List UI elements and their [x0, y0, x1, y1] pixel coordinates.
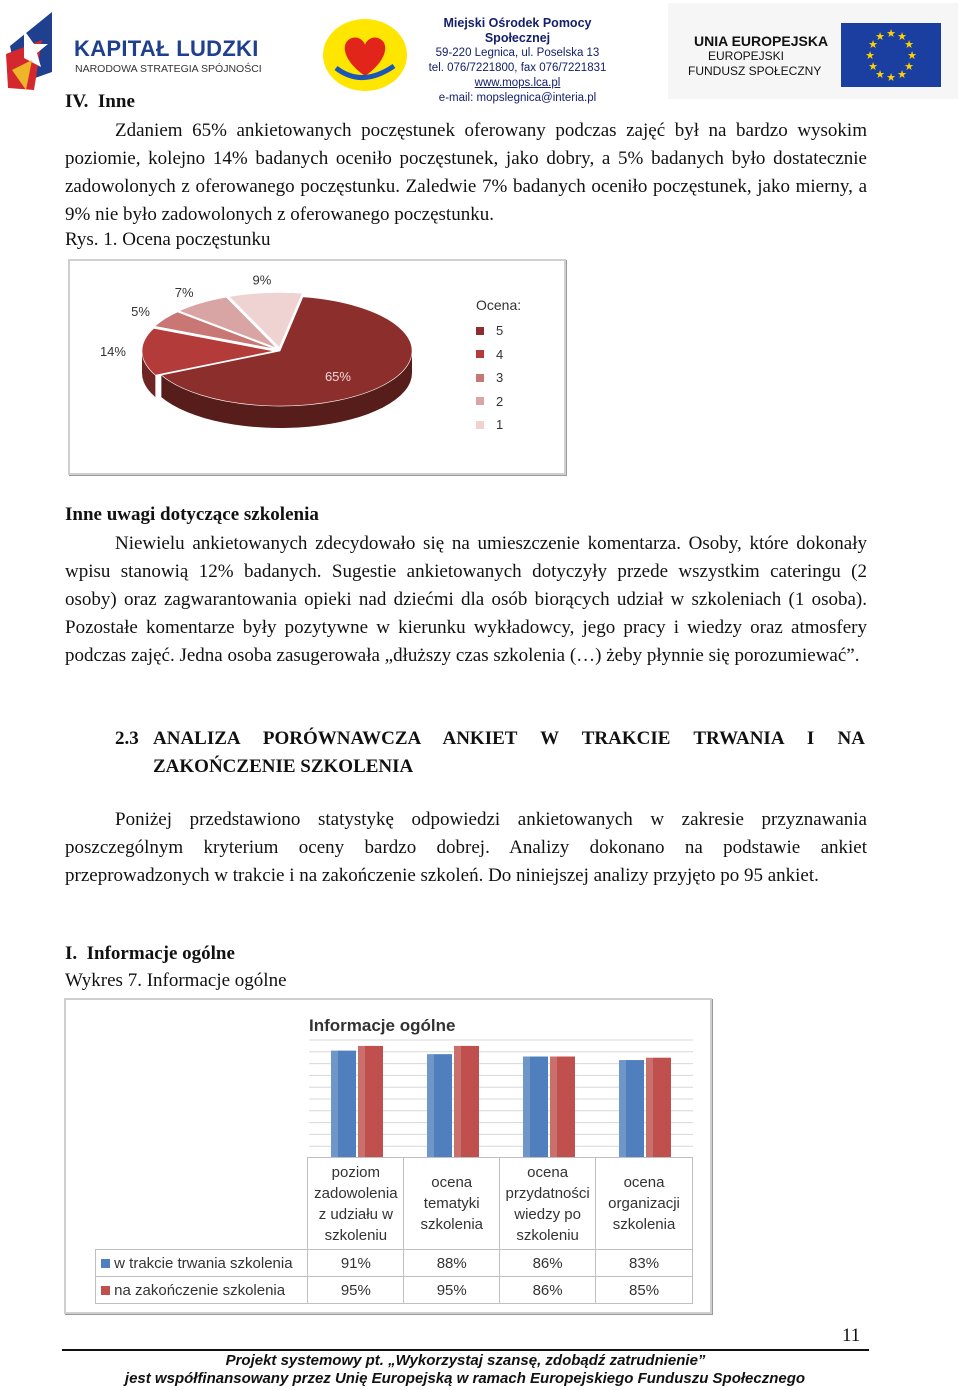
- table-cell: 95%: [308, 1277, 404, 1304]
- pie-legend-label: 4: [496, 346, 504, 362]
- category-label-line: szkoleniu: [516, 1226, 579, 1244]
- svg-text:★: ★: [865, 49, 875, 62]
- category-label-line: wiedzy po: [514, 1205, 581, 1223]
- kl-subtitle: NARODOWA STRATEGIA SPÓJNOŚCI: [75, 63, 262, 75]
- table-cell: 86%: [500, 1277, 596, 1304]
- table-cell: 85%: [596, 1277, 693, 1304]
- eu-line1: UNIA EUROPEJSKA: [694, 33, 829, 49]
- section-23-title-line2: ZAKOŃCZENIE SZKOLENIA: [153, 756, 414, 777]
- svg-text:★: ★: [886, 71, 896, 84]
- category-label-line: ocena: [431, 1174, 473, 1191]
- eu-line2: EUROPEJSKI: [708, 49, 785, 63]
- svg-text:★: ★: [868, 38, 878, 51]
- series-1-swatch: [101, 1259, 110, 1268]
- table-cell: 88%: [404, 1250, 500, 1277]
- pie-legend-label: 1: [496, 417, 504, 433]
- bar-highlight: [358, 1046, 365, 1158]
- pie-legend-swatch: [476, 421, 484, 429]
- pie-legend-item: [476, 413, 536, 437]
- pie-legend: [476, 319, 536, 439]
- kl-title: KAPITAŁ LUDZKI: [74, 36, 259, 61]
- bar-chart-title: Informacje ogólne: [309, 1016, 456, 1035]
- figure-1-caption: Rys. 1. Ocena poczęstunku: [65, 229, 271, 250]
- bar-highlight: [331, 1051, 338, 1158]
- category-label: [404, 1158, 500, 1250]
- eu-flag-icon: [841, 23, 941, 87]
- series-2-legend: [96, 1277, 308, 1304]
- category-label: [500, 1158, 596, 1250]
- kapital-ludzki-logo: [4, 10, 274, 94]
- table-header-row: [96, 1158, 693, 1250]
- mops-name: Miejski Ośrodek Pomocy Społecznej: [443, 16, 592, 45]
- category-label-line: szkolenia: [420, 1216, 483, 1233]
- mops-heart-logo: [322, 18, 408, 92]
- svg-text:★: ★: [868, 60, 878, 73]
- section-23-number: 2.3: [115, 728, 139, 749]
- pie-legend-label: 5: [496, 323, 504, 339]
- series-2-swatch: [101, 1286, 110, 1295]
- footer-rule: [62, 1349, 869, 1351]
- pie-legend-item: [476, 390, 536, 414]
- section-iv-paragraph: [65, 117, 867, 229]
- section-i-heading: I. Informacje ogólne: [65, 943, 235, 964]
- kapital-ludzki-emblem-icon: [4, 10, 74, 94]
- category-label-line: z udziału w: [318, 1205, 393, 1223]
- category-label-line: zadowolenia: [314, 1184, 398, 1202]
- pie-legend-title: Ocena:: [476, 297, 522, 313]
- mops-web-link[interactable]: www.mops.lca.pl: [474, 77, 561, 89]
- mops-address: 59-220 Legnica, ul. Poselska 13: [435, 47, 600, 59]
- eu-logo: [668, 3, 958, 99]
- mops-email[interactable]: e-mail: mopslegnica@interia.pl: [438, 92, 597, 104]
- pie-legend-item: [476, 319, 536, 343]
- page-number: 11: [842, 1325, 861, 1346]
- svg-text:★: ★: [875, 68, 885, 81]
- figure-7-caption: Wykres 7. Informacje ogólne: [65, 970, 287, 991]
- bar-highlight: [646, 1058, 653, 1158]
- section-iv-heading: IV. Inne: [65, 91, 135, 112]
- pie-data-label: 65%: [324, 369, 351, 385]
- pie-data-label: 5%: [131, 304, 150, 320]
- category-label-line: przydatności: [505, 1184, 590, 1202]
- category-label-line: ocena: [527, 1163, 569, 1181]
- pie-legend-item: [476, 343, 536, 367]
- bar-highlight: [550, 1057, 557, 1158]
- table-cell: 95%: [404, 1277, 500, 1304]
- svg-text:★: ★: [907, 49, 917, 62]
- category-label-line: organizacji: [608, 1195, 680, 1212]
- table-row: [96, 1250, 693, 1277]
- eu-line3: FUNDUSZ SPOŁECZNY: [688, 64, 822, 78]
- category-label: [596, 1158, 693, 1250]
- category-label-line: szkolenia: [612, 1216, 676, 1233]
- svg-text:★: ★: [897, 68, 907, 81]
- pie-legend-swatch: [476, 374, 484, 382]
- comments-heading: Inne uwagi dotyczące szkolenia: [65, 504, 319, 525]
- table-cell: 86%: [500, 1250, 596, 1277]
- svg-text:★: ★: [897, 30, 907, 43]
- mops-phone: tel. 076/7221800, fax 076/7221831: [428, 62, 607, 74]
- pie-data-label: 7%: [174, 285, 194, 301]
- bar-highlight: [619, 1060, 626, 1158]
- series-1-name: w trakcie trwania szkolenia: [114, 1254, 293, 1272]
- pie-data-label: 14%: [99, 343, 126, 359]
- section-23-paragraph: [65, 806, 867, 890]
- bar-chart-frame: [64, 998, 712, 1314]
- footer-line1: Projekt systemowy pt. „Wykorzystaj szansę, zdobądź zatrudnienie”: [225, 1352, 706, 1369]
- pie-legend-swatch: [476, 327, 484, 335]
- svg-text:★: ★: [875, 30, 885, 43]
- series-1-legend: [96, 1250, 308, 1277]
- pie-legend-label: 2: [496, 393, 504, 409]
- table-cell: 83%: [596, 1250, 693, 1277]
- bar-highlight: [427, 1054, 434, 1158]
- heart-hand-icon: [322, 18, 408, 92]
- bar-chart: [66, 1000, 710, 1160]
- category-label-line: poziom: [331, 1163, 381, 1181]
- bar-highlight: [523, 1057, 530, 1158]
- series-2-name: na zakończenie szkolenia: [114, 1281, 286, 1299]
- category-label-line: tematyki: [423, 1195, 480, 1212]
- pie-legend-label: 3: [496, 370, 504, 386]
- comments-text: Niewielu ankietowanych zdecydowało się na umieszczenie komentarza. Osoby, które dokonały wpisu stanowią 12% badanych. Sugestie ankietowanych dotyczyły przede wszystkim cateringu (2 osoby) oraz zagwarantowania opieki nad dziećmi dla osób biorących udział w szkoleniach (1 osoba). Pozostałe komentarze były pozytywne w kierunku wykładowcy, jego pracy i wiedzy oraz atmosfery podczas zajęć. Jedna osoba zasugerowała „dłuższy czas szkolenia (…) żeby płynnie się porozumiewać”.: [65, 533, 867, 666]
- table-cell: 91%: [308, 1250, 404, 1277]
- pie-legend-swatch: [476, 350, 484, 358]
- pie-legend-item: [476, 366, 536, 390]
- section-iv-text: Zdaniem 65% ankietowanych poczęstunek oferowany podczas zajęć był na bardzo wysokim poziomie, kolejno 14% badanych oceniło poczęstunek, jako dobry, a 5% badanych było dostatecznie zadowolonych z oferowanego poczęstunku. Zaledwie 7% badanych oceniło poczęstunek, jako mierny, a 9% nie było zadowolonych z oferowanego poczęstunku.: [65, 120, 867, 225]
- section-23-title-line1: ANALIZA PORÓWNAWCZA ANKIET W TRAKCIE TRWANIA I NA: [153, 728, 865, 749]
- comments-paragraph: [65, 530, 867, 670]
- category-label-line: szkoleniu: [324, 1226, 388, 1244]
- svg-text:★: ★: [904, 60, 914, 73]
- bar-chart-data-table: [95, 1157, 693, 1304]
- pie-data-label: 9%: [252, 272, 272, 288]
- category-label-line: ocena: [623, 1174, 665, 1191]
- category-label: [308, 1158, 404, 1250]
- svg-text:★: ★: [904, 38, 914, 51]
- pie-legend-swatch: [476, 397, 484, 405]
- pie-chart-frame: [68, 259, 566, 475]
- mops-address-block: [410, 16, 625, 106]
- footer-line2: jest współfinansowany przez Unię Europejską w ramach Europejskiego Funduszu Społecznego: [124, 1370, 806, 1387]
- section-23-text: Poniżej przedstawiono statystykę odpowiedzi ankietowanych w zakresie przyznawania poszczególnym kryterium oceny bardzo dobrej. Analizy dokonano na podstawie ankiet przeprowadzonych w trakcie i na zakończenie szkoleń. Do niniejszej analizy przyjęto po 95 ankiet.: [65, 809, 867, 886]
- table-row: [96, 1277, 693, 1304]
- bar-highlight: [454, 1046, 461, 1158]
- svg-text:★: ★: [886, 27, 896, 40]
